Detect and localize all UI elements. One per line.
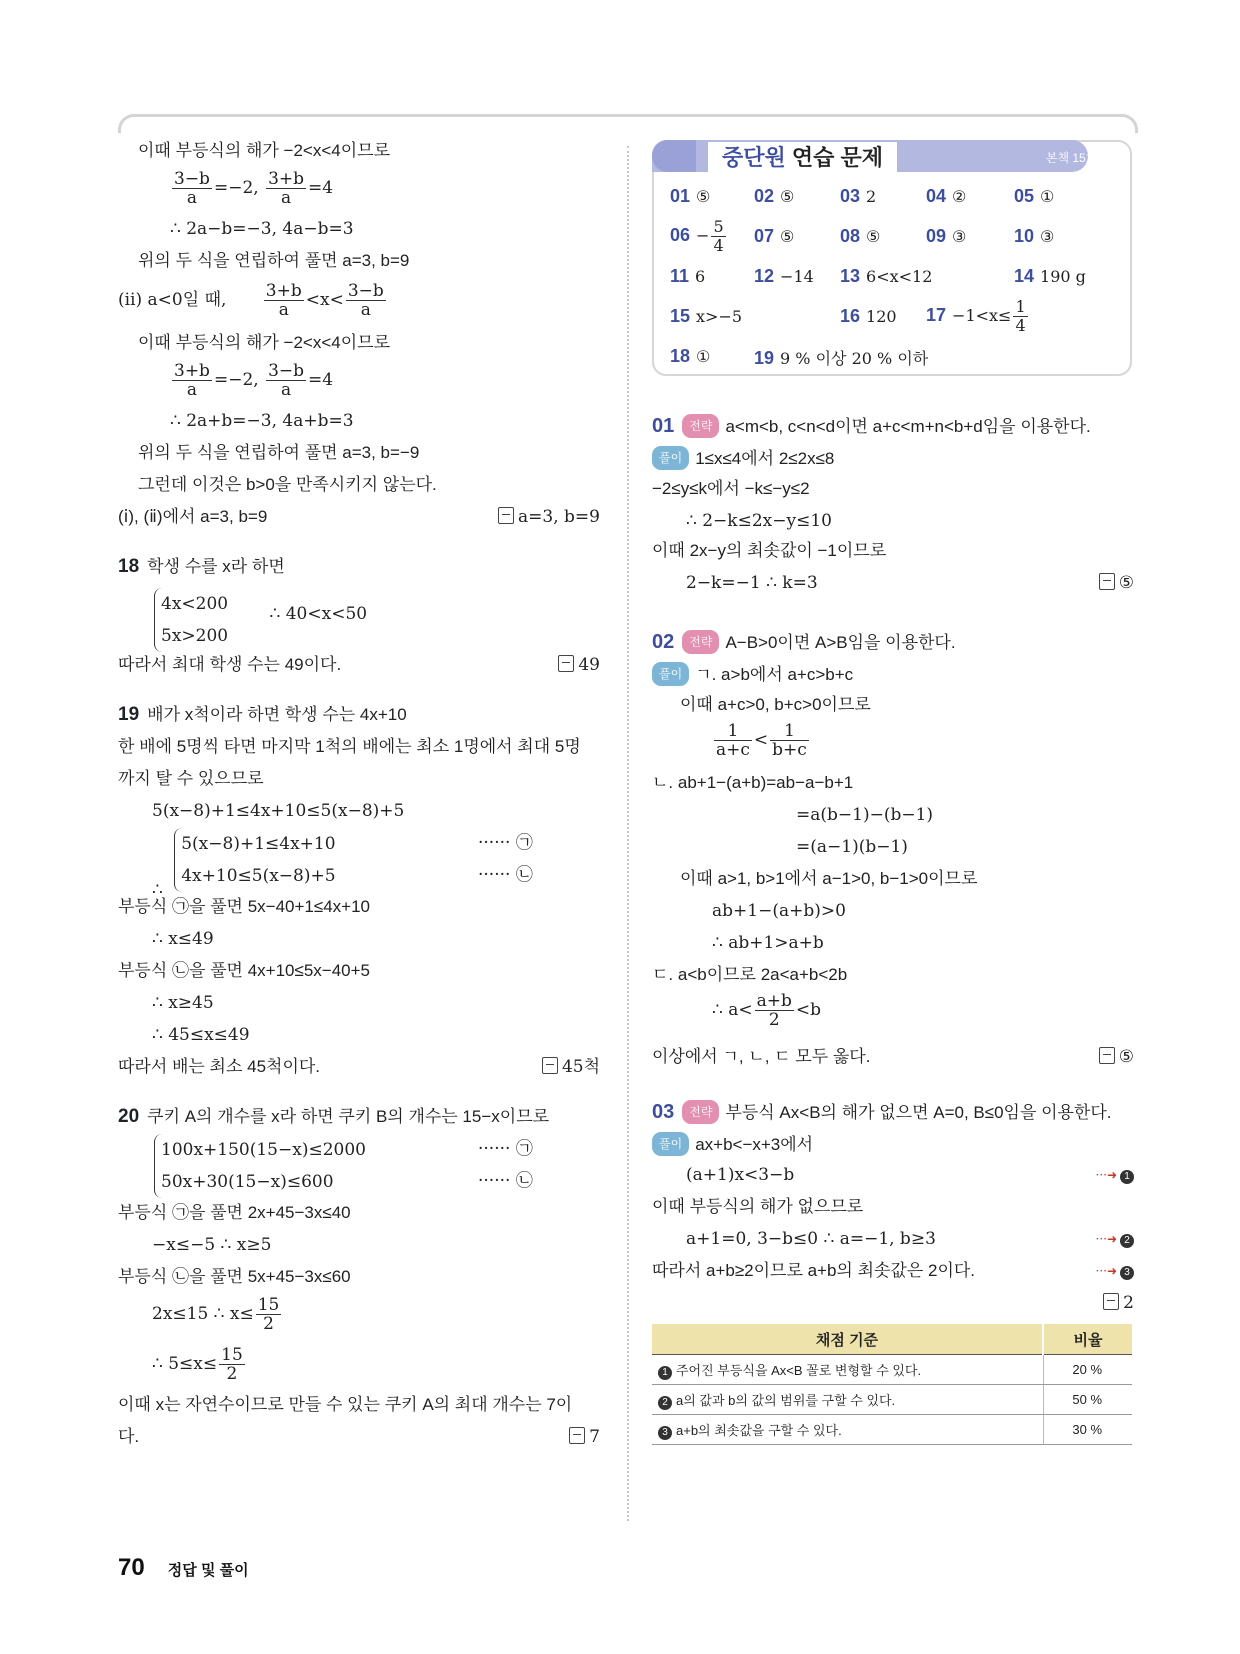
text-line: 이때 부등식의 해가 −2<x<4이므로 [138,141,391,160]
answer-item: 08 ⑤ [840,226,881,246]
answer-box: ⑤ [1099,572,1134,594]
equation-line: a+1=0, 3−b≤0 ∴ a=−1, b≥3 [686,1229,936,1249]
answer-item: 16 120 [840,306,897,326]
text-line: 위의 두 식을 연립하여 풀면 a=3, b=9 [138,251,410,270]
answer-icon [1099,1047,1115,1064]
equation-line: ∴ 2−k≤2x−y≤10 [686,511,832,531]
step-3-icon: 3 [1120,1266,1134,1280]
column-header-criteria: 채점 기준 [652,1324,1043,1355]
answer-icon [1103,1293,1119,1310]
table-header-row [652,1324,1132,1355]
answer-item: 17 −1<x≤ $\frac{1}{4}$ [926,297,1026,335]
answer-item: 12 −14 [754,266,814,286]
problem-19-line: 19 배가 x척이라 하면 학생 수는 4x+10 [118,704,407,725]
answer-box: a=3, b=9 [498,506,600,528]
answer-item: 07 ⑤ [754,226,795,246]
answer-icon [1099,573,1115,590]
strategy-tag: 전략 [682,630,719,654]
text-line: 풀이 ㄱ. a>b에서 a+c>b+c [652,662,853,686]
equation-line: 5(x−8)+1≤4x+10≤5(x−8)+5 [152,801,405,821]
equation-line: 2−k=−1 ∴ k=3 [686,573,818,593]
text-line: 까지 탈 수 있으므로 [118,769,264,788]
text-line: ㄴ. ab+1−(a+b)=ab−a−b+1 [652,773,854,792]
ratio-cell: 20 % [1043,1355,1132,1385]
solution-tag: 풀이 [652,446,689,470]
text-line: (ⅰ), (ⅱ)에서 a=3, b=9 [118,507,268,526]
text-line: 부등식 ㉡을 풀면 5x+45−3x≤60 [118,1267,351,1286]
equation-line: $\frac{3-b}{a}$ =−2, $\frac{3+b}{a}$ =4 [174,169,334,208]
label-marker: ······ ㉡ [478,1171,533,1191]
text-line: 따라서 배는 최소 45척이다. [118,1057,321,1076]
answer-grid [670,186,1120,366]
text-line: 부등식 ㉠을 풀면 2x+45−3x≤40 [118,1203,351,1222]
answer-item: 09 ③ [926,226,967,246]
answer-icon [558,655,574,672]
answer-item: 13 6<x<12 [840,266,933,286]
column-header-ratio: 비율 [1043,1324,1132,1355]
problem-02-heading: 02 전략 A−B>0이면 A>B임을 이용한다. [652,631,956,653]
text-line: 이때 x는 자연수이므로 만들 수 있는 쿠키 A의 최대 개수는 7이 [118,1395,573,1414]
table-row [652,1355,1132,1385]
problem-20-line: 20 쿠키 A의 개수를 x라 하면 쿠키 B의 개수는 15−x이므로 [118,1106,550,1127]
text-line: 따라서 최대 학생 수는 49이다. [118,655,342,674]
step-marker: ···➜ 2 [1096,1228,1135,1250]
text-line: 그런데 이것은 b>0을 만족시키지 않는다. [138,475,437,494]
step-2-icon: 2 [658,1396,672,1410]
answer-box: ⑤ [1099,1046,1134,1068]
equation-line: ab+1−(a+b)>0 [712,901,846,921]
equation-line: $\frac{1}{a+c}$ < $\frac{1}{b+c}$ [716,721,807,760]
answer-box: 2 [1103,1292,1134,1314]
equation-line: −x≤−5 ∴ x≥5 [152,1235,272,1255]
grading-table [652,1324,1132,1445]
page-footer [118,1554,249,1582]
step-2-icon: 2 [1120,1234,1134,1248]
equation-line: (a+1)x<3−b [686,1165,795,1185]
equation-line: ∴ 2a−b=−3, 4a−b=3 [170,219,354,239]
answer-item: 10 ③ [1014,226,1055,246]
answer-item: 01 ⑤ [670,186,711,206]
text-line: 이때 a>1, b>1에서 a−1>0, b−1>0이므로 [680,869,978,888]
answer-item: 19 9 % 이상 20 % 이하 [754,348,929,368]
step-marker: ···➜ 3 [1096,1260,1135,1282]
page-number: 70 [118,1554,145,1581]
text-line: 이때 부등식의 해가 없으므로 [652,1197,864,1216]
text-line: −2≤y≤k에서 −k≤−y≤2 [652,479,810,498]
strategy-tag: 전략 [682,414,719,438]
solution-tag: 풀이 [652,1132,689,1156]
step-3-icon: 3 [658,1426,672,1440]
text-line: 이때 부등식의 해가 −2<x<4이므로 [138,333,391,352]
equation-line: =a(b−1)−(b−1) [796,805,934,825]
text-line: 부등식 ㉠을 풀면 5x−40+1≤4x+10 [118,897,370,916]
step-1-icon: 1 [658,1366,672,1380]
table-row [652,1385,1132,1415]
text-line: 한 배에 5명씩 타면 마지막 1척의 배에는 최소 1명에서 최대 5명 [118,737,581,756]
text-line: ㄷ. a<b이므로 2a<a+b<2b [652,965,848,984]
answer-item: 04 ② [926,186,967,206]
answer-item: 18 ① [670,346,711,366]
column-divider [627,146,629,1521]
text-line: 다. [118,1427,140,1446]
problem-01-heading: 01 전략 a<m<b, c<n<d이면 a+c<m+n<b+d임을 이용한다. [652,415,1091,437]
panel-header-tab [652,140,696,172]
table-row [652,1415,1132,1445]
page-top-border [118,114,1138,133]
ratio-cell: 50 % [1043,1385,1132,1415]
equation-line: ∴ x≥45 [152,993,214,1013]
case-line: (ⅱ) a<0일 때, $\frac{3+b}{a}$ <x< $\frac{3-b}{a}$ [118,281,384,320]
equation-line: ∴ 2a+b=−3, 4a+b=3 [170,411,354,431]
criteria-cell: 1 주어진 부등식을 Ax<B 꼴로 변형할 수 있다. [652,1355,1043,1385]
text-line: 따라서 a+b≥2이므로 a+b의 최솟값은 2이다. [652,1261,976,1280]
answer-box: 45척 [542,1056,600,1078]
text-line: 부등식 ㉡을 풀면 4x+10≤5x−40+5 [118,961,370,980]
panel-title: 중단원 연습 문제 [708,142,897,174]
answer-item: 15 x>−5 [670,306,743,326]
equation-line: ∴ x≤49 [152,929,214,949]
strategy-tag: 전략 [682,1100,719,1124]
footer-label: 정답 및 풀이 [167,1562,249,1579]
text-line: 풀이 1≤x≤4에서 2≤2x≤8 [652,446,834,470]
system-18: 4x<200 5x>200 ∴ 40<x<50 [154,588,367,652]
answer-box: 49 [558,654,600,676]
text-line: 이상에서 ㄱ, ㄴ, ㄷ 모두 옳다. [652,1047,871,1066]
equation-line: 2x≤15 ∴ x≤ $\frac{15}{2}$ [152,1295,280,1334]
solution-tag: 풀이 [652,662,689,686]
answer-item: 06 − $\frac{5}{4}$ [670,217,724,255]
text-line: 이때 2x−y의 최솟값이 −1이므로 [652,541,887,560]
answer-icon [498,507,514,524]
problem-18-line: 18 학생 수를 x라 하면 [118,556,285,577]
system-20: 100x+150(15−x)≤2000 50x+30(15−x)≤600 [154,1134,366,1198]
panel-reference: 본책 151쪽 [1045,151,1104,165]
answer-item: 02 ⑤ [754,186,795,206]
equation-line: ∴ 5≤x≤ $\frac{15}{2}$ [152,1345,243,1384]
text-line: 이때 a+c>0, b+c>0이므로 [680,695,871,714]
system-19: ∴ 5(x−8)+1≤4x+10 4x+10≤5(x−8)+5 [152,828,336,901]
answer-icon [542,1057,558,1074]
criteria-cell: 2 a의 값과 b의 값의 범위를 구할 수 있다. [652,1385,1043,1415]
answer-box: 7 [569,1426,600,1448]
text-line: 위의 두 식을 연립하여 풀면 a=3, b=−9 [138,443,420,462]
answer-item: 14 190 g [1014,266,1086,286]
answer-summary-panel [652,140,1132,376]
label-marker: ······ ㉠ [478,1139,533,1159]
step-1-icon: 1 [1120,1170,1134,1184]
equation-line: $\frac{3+b}{a}$ =−2, $\frac{3-b}{a}$ =4 [174,361,334,400]
answer-item: 05 ① [1014,186,1055,206]
answer-item: 03 2 [840,186,877,206]
equation-line: ∴ a< $\frac{a+b}{2}$ <b [712,991,822,1030]
problem-03-heading: 03 전략 부등식 Ax<B의 해가 없으면 A=0, B≤0임을 이용한다. [652,1101,1112,1123]
answer-item: 11 6 [670,266,706,286]
equation-line: =(a−1)(b−1) [796,837,908,857]
text-line: 풀이 ax+b<−x+3에서 [652,1132,813,1156]
ratio-cell: 30 % [1043,1415,1132,1445]
label-marker: ······ ㉡ [478,865,533,885]
answer-icon [569,1427,585,1444]
step-marker: ···➜ 1 [1096,1164,1135,1186]
equation-line: ∴ ab+1>a+b [712,933,824,953]
equation-line: ∴ 45≤x≤49 [152,1025,250,1045]
label-marker: ······ ㉠ [478,833,533,853]
criteria-cell: 3 a+b의 최솟값을 구할 수 있다. [652,1415,1043,1445]
